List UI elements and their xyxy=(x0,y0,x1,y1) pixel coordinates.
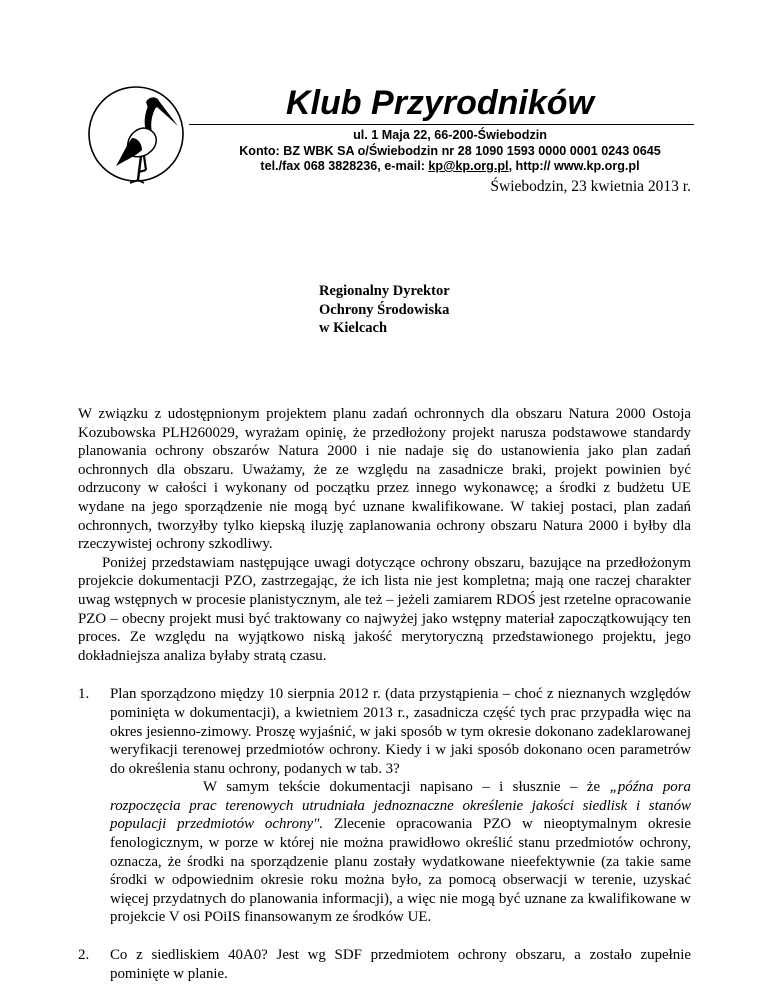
letter-body xyxy=(78,405,691,1002)
list-item xyxy=(78,946,691,983)
phone-text: tel./fax 068 3828236, e-mail: xyxy=(260,159,429,173)
website-text: , http:// www.kp.org.pl xyxy=(508,159,640,173)
phone-email-line xyxy=(170,159,730,175)
header-divider xyxy=(189,124,694,125)
list-item xyxy=(78,685,691,927)
remarks-list xyxy=(78,685,691,983)
list-item-text: Plan sporządzono między 10 sierpnia 2012 r. (data przystąpienia – choć z nieznanych względów pominięta w dokumentacji), a kwietniem 2013 r., zasadnicza część tych prac przypadła więc na okres jesienno-zimowy. Proszę wyjaśnić, w jaki sposób w tym okresie dokonano zadeklarowanej weryfikacji terenowej przedmiotów ochrony. Kiedy i w jaki sposób dokonano ocen parametrów do określenia stanu ochrony, podanych w tab. 3? xyxy=(110,686,691,777)
email-link[interactable]: kp@kp.org.pl xyxy=(428,159,509,173)
list-item-text: Co z siedliskiem 40A0? Jest wg SDF przedmiotem ochrony obszaru, a zostało zupełnie pominięte w planie. xyxy=(110,947,691,982)
recipient-block xyxy=(319,282,450,338)
list-item-number: 2. xyxy=(78,947,90,964)
subparagraph-quote: „późna pora rozpoczęcia prac terenowych utrudniała jednoznaczne określenie jakości siedlisk i stanów populacji przedmiotów ochrony". xyxy=(110,779,691,833)
address-line: ul. 1 Maja 22, 66-200-Świebodzin xyxy=(353,128,547,142)
paragraph-intro: W związku z udostępnionym projektem planu zadań ochronnych dla obszaru Natura 2000 Ostoja Kozubowska PLH260029, wyrażam opinię, że przedłożony projekt narusza podstawowe standardy planowania ochrony obszarów Natura 2000 i nie nadaje się do ustanowienia jako plan zadań ochronnych dla obszaru. Uważamy, że ze względu na zasadnicze braki, projekt powinien być odrzucony w całości i wykonany od początku przez innego wykonawcę; a środki z budżetu UE wydane na jego sporządzenie nie mogą być uznane kwalifikowane. W takiej postaci, plan zadań ochronnych, tworzyłby tylko kiepską iluzję zaplanowania ochrony obszaru Natura 2000 i byłby dla rzeczywistej ochrony szkodliwy. xyxy=(78,406,691,553)
recipient-line-3: w Kielcach xyxy=(319,320,388,336)
account-line: Konto: BZ WBK SA o/Świebodzin nr 28 1090 1593 0000 0001 0243 0645 xyxy=(239,143,661,158)
contact-block xyxy=(170,128,730,175)
subparagraph-prefix: W samym tekście dokumentacji napisano – i słusznie – że xyxy=(203,779,610,796)
recipient-line-1: Regionalny Dyrektor xyxy=(319,283,450,299)
recipient-line-2: Ochrony Środowiska xyxy=(319,301,450,318)
place-date: Świebodzin, 23 kwietnia 2013 r. xyxy=(490,178,691,195)
club-title: Klub Przyrodników xyxy=(286,84,594,122)
list-item-subparagraph xyxy=(110,778,691,927)
paragraph-remarks: Poniżej przedstawiam następujące uwagi dotyczące ochrony obszaru, bazujące na przedłożonym projekcie dokumentacji PZO, zastrzegając, że ich lista nie jest kompletna; mają one raczej charakter uwag wstępnych w procesie planistycznym, ale też – jeżeli zamiarem RDOŚ jest rzetelne opracowanie PZO – obecny projekt musi być traktowany co najwyżej jako wstępny materiał zapoczątkowujący ten proces. Ze względu na wyjątkowo niską jakość merytoryczną przedstawionego projektu, jego dokładniejsza analiza byłaby stratą czasu. xyxy=(78,554,691,664)
subparagraph-suffix: Zlecenie opracowania PZO w nieoptymalnym okresie fenologicznym, w porze w której nie można prawidłowo określić stanu przedmiotów ochrony, oznacza, że środki na sporządzenie planu zostały wydatkowane nieefektywnie (za takie same środki w odpowiednim okresie roku można było, za pomocą obserwacji w terenie, uzyskać więcej przydatnych do planowania informacji), a więc nie mogą być uznane za kwalifikowane w projekcie V osi POiIS finansowanym ze środków UE. xyxy=(110,816,691,926)
list-item-number: 1. xyxy=(78,686,90,703)
